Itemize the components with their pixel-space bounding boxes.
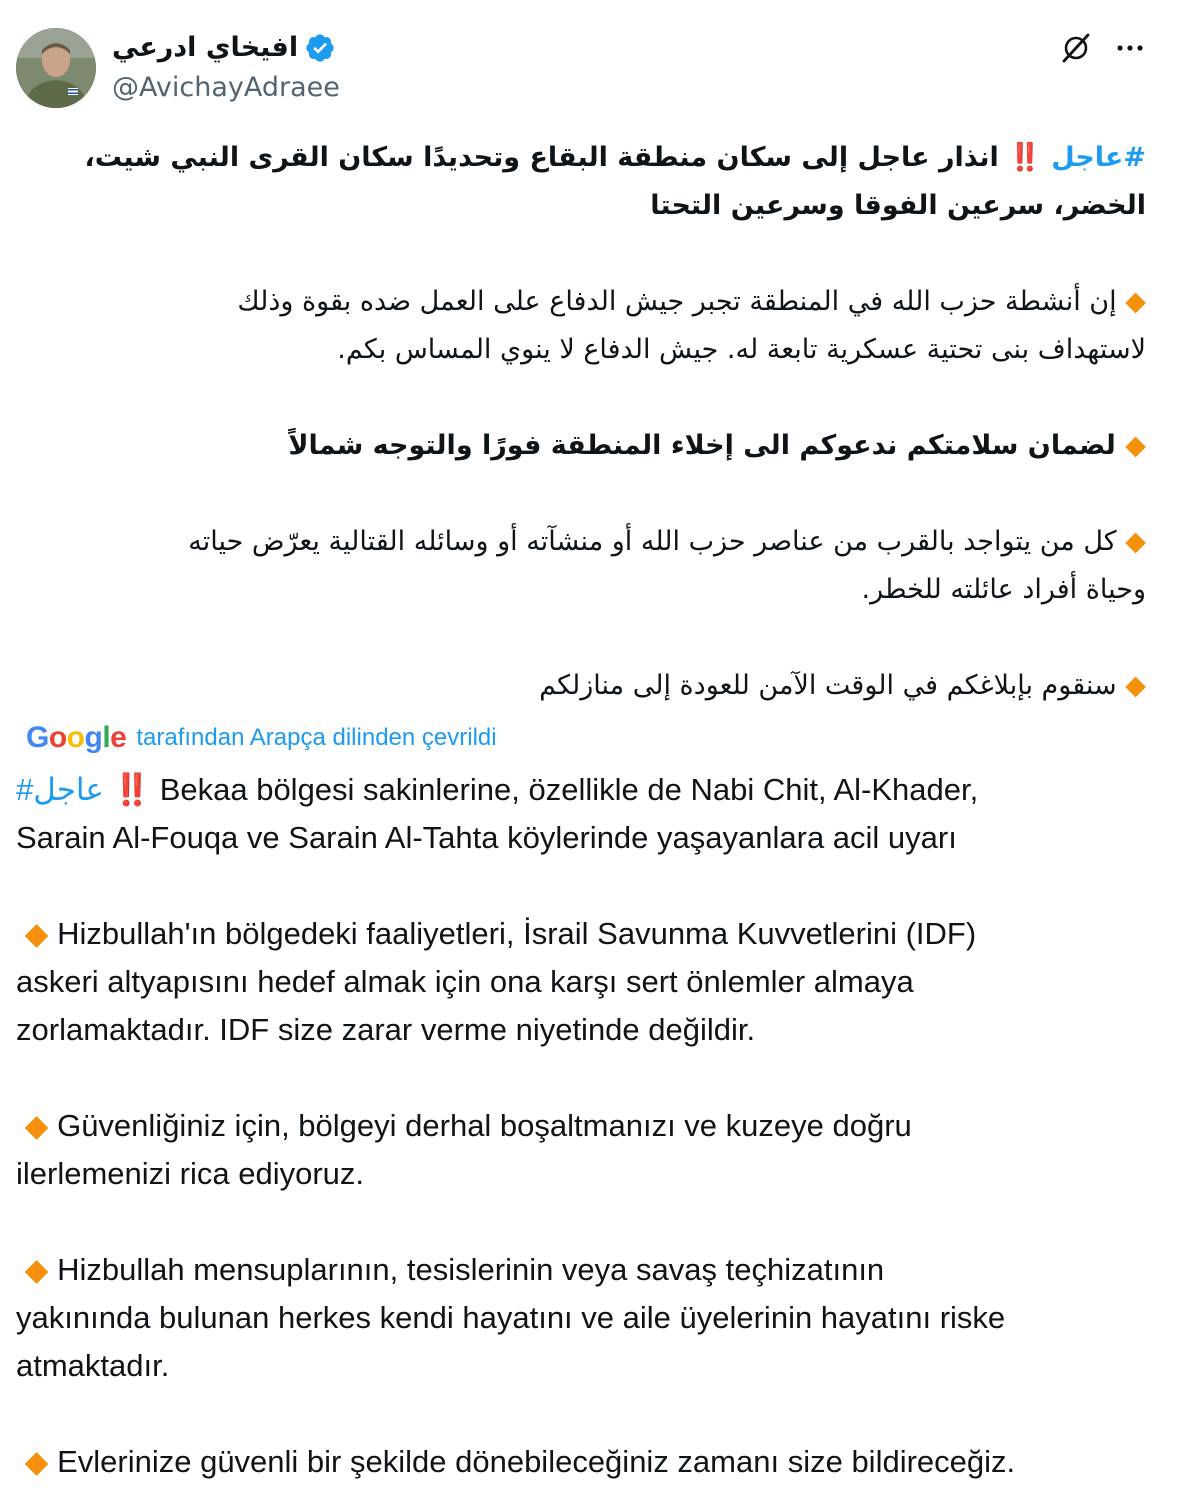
orange-diamond-icon: ◆	[1125, 430, 1146, 461]
translated-bullet3-line1: ◆ Hizbullah mensuplarının, tesislerinin veya savaş teçhizatının	[24, 1252, 885, 1287]
original-bullet1-line2: لاستهداف بنى تحتية عسكرية تابعة له. جيش الدفاع لا ينوي المساس بكم.	[337, 334, 1146, 365]
double-exclamation-icon: ‼️	[112, 772, 152, 807]
orange-diamond-icon: ◆	[24, 1444, 49, 1479]
orange-diamond-icon: ◆	[1125, 670, 1146, 701]
hashtag-link[interactable]: #عاجل	[16, 772, 104, 807]
translated-bullet1-line2: askeri altyapısını hedef almak için ona karşı sert önlemler almaya	[16, 964, 914, 999]
more-icon[interactable]	[1112, 30, 1148, 66]
orange-diamond-icon: ◆	[1125, 286, 1146, 317]
orange-diamond-icon: ◆	[24, 916, 49, 951]
translated-bullet3-line3: atmaktadır.	[16, 1348, 170, 1383]
avatar[interactable]	[16, 28, 96, 108]
original-bullet2: ◆ لضمان سلامتكم ندعوكم الى إخلاء المنطقة فورًا والتوجه شمالاً	[288, 430, 1146, 461]
translated-title-line2: Sarain Al-Fouqa ve Sarain Al-Tahta köylerinde yaşayanlara acil uyarı	[16, 820, 957, 855]
translated-bullet1-line1: ◆ Hizbullah'ın bölgedeki faaliyetleri, İsrail Savunma Kuvvetlerini (IDF)	[24, 916, 977, 951]
grok-icon[interactable]	[1058, 30, 1094, 66]
hashtag-link[interactable]: #عاجل	[1051, 142, 1146, 173]
orange-diamond-icon: ◆	[1125, 526, 1146, 557]
avatar-image	[16, 28, 96, 108]
tweet-header	[0, 0, 1182, 120]
translated-bullet1-line3: zorlamaktadır. IDF size zarar verme niyetinde değildir.	[16, 1012, 756, 1047]
translated-bullet2-line1: ◆ Güvenliğiniz için, bölgeyi derhal boşaltmanızı ve kuzeye doğru	[24, 1108, 912, 1143]
double-exclamation-icon: ‼️	[1008, 142, 1042, 173]
original-title-line2: الخضر، سرعين الفوقا وسرعين التحتا	[650, 190, 1146, 221]
original-bullet3-line2: وحياة أفراد عائلته للخطر.	[861, 574, 1146, 605]
google-logo: Google	[26, 721, 127, 754]
original-bullet3-line1: ◆ كل من يتواجد بالقرب من عناصر حزب الله أو منشآته أو وسائله القتالية يعرّض حياته	[188, 526, 1146, 557]
orange-diamond-icon: ◆	[24, 1108, 49, 1143]
translated-bullet4-line1: ◆ Evlerinize güvenli bir şekilde dönebileceğiniz zamanı size bildireceğiz.	[24, 1444, 1016, 1479]
verified-badge-icon[interactable]	[304, 32, 336, 64]
translation-note[interactable]: tarafından Arapça dilinden çevrildi	[136, 724, 497, 751]
translated-title-line1: #عاجل ‼️ Bekaa bölgesi sakinlerine, özellikle de Nabi Chit, Al-Khader,	[16, 772, 979, 807]
display-name[interactable]: افيخاي ادرعي	[112, 32, 299, 63]
orange-diamond-icon: ◆	[24, 1252, 49, 1287]
original-title-line1: #عاجل ‼️ انذار عاجل إلى سكان منطقة البقاع وتحديدًا سكان القرى النبي شيت،	[84, 142, 1146, 173]
translation-attribution[interactable]	[26, 718, 497, 758]
name-row	[112, 30, 336, 66]
user-handle[interactable]: @AvichayAdraee	[112, 72, 340, 103]
original-bullet1-line1: ◆ إن أنشطة حزب الله في المنطقة تجبر جيش الدفاع على العمل ضده بقوة وذلك	[237, 286, 1146, 317]
translated-bullet2-line2: ilerlemenizi rica ediyoruz.	[16, 1156, 365, 1191]
translated-bullet3-line2: yakınında bulunan herkes kendi hayatını ve aile üyelerinin hayatını riske	[16, 1300, 1006, 1335]
original-bullet4: ◆ سنقوم بإبلاغكم في الوقت الآمن للعودة إلى منازلكم	[539, 670, 1146, 701]
